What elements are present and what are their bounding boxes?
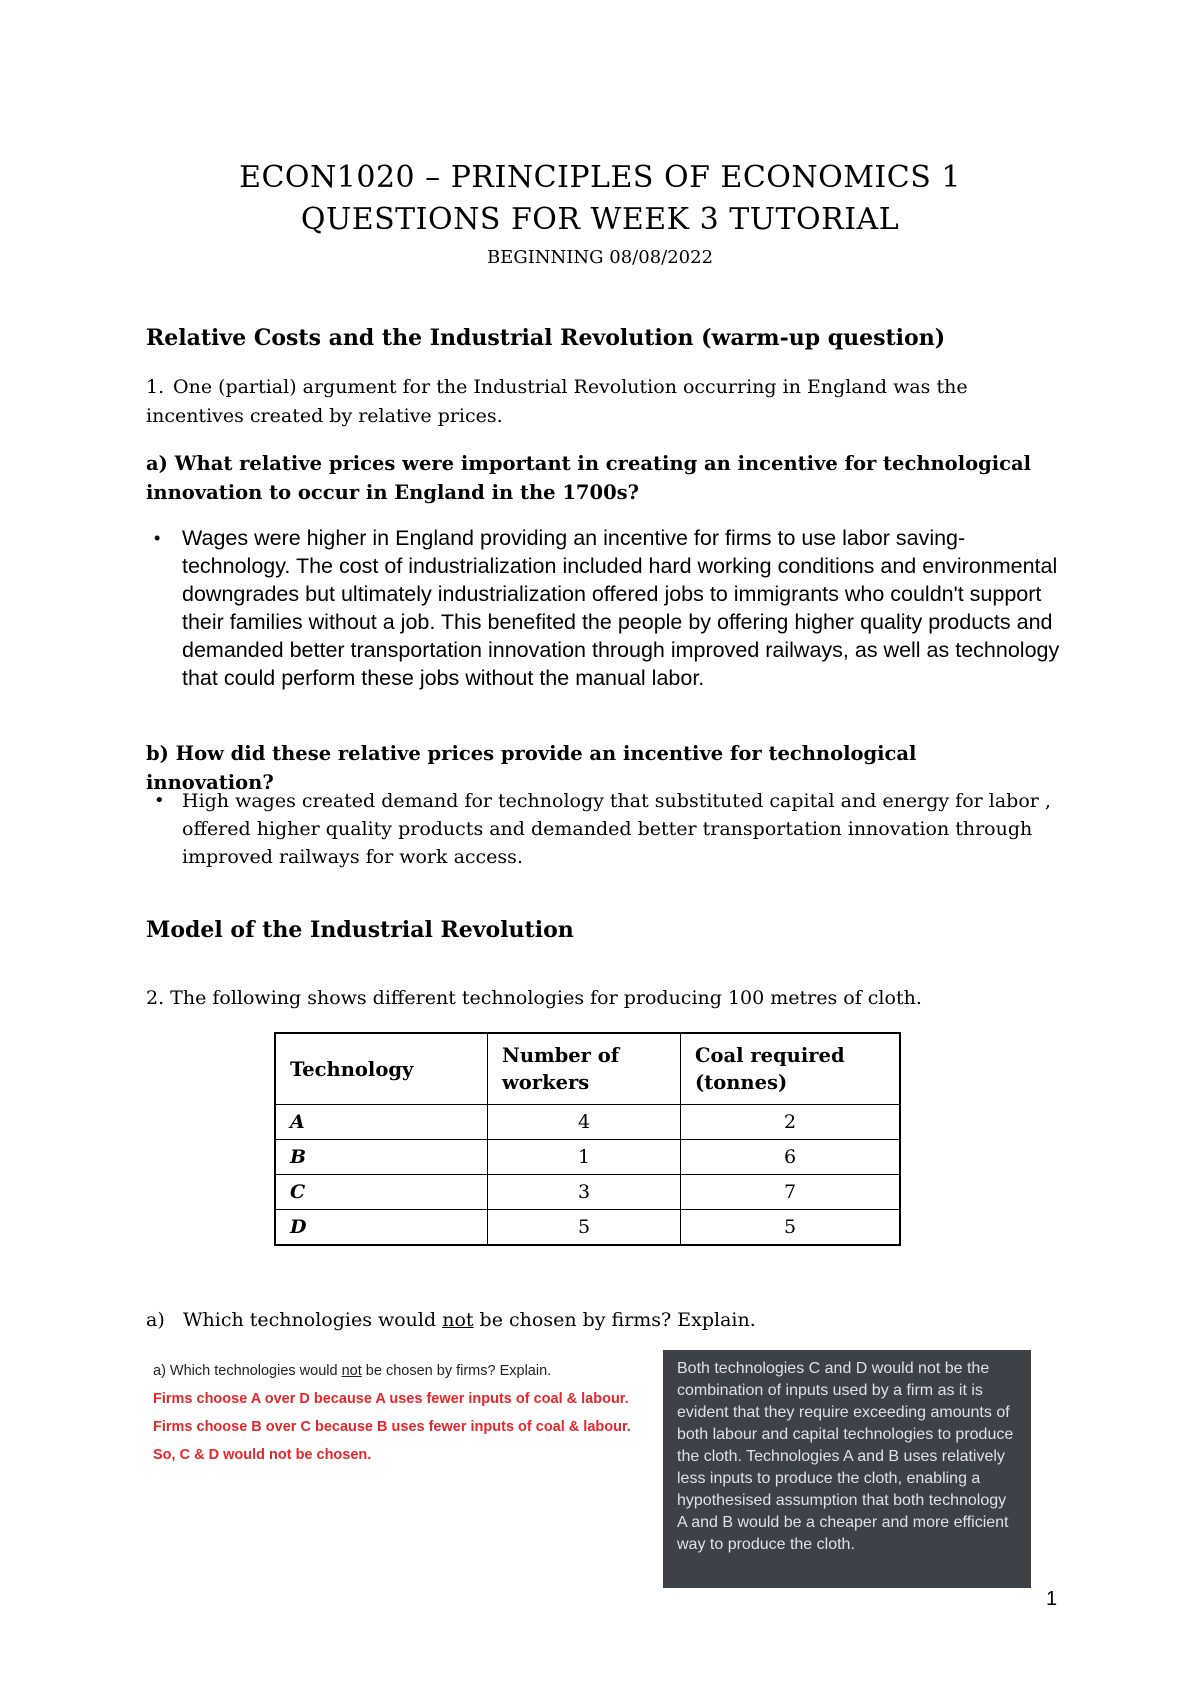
column-header-workers: Number of workers	[488, 1033, 681, 1105]
page-number: 1	[1046, 1588, 1058, 1610]
question2a	[146, 1306, 1046, 1335]
cell-workers: 1	[488, 1140, 681, 1175]
cell-workers: 5	[488, 1210, 681, 1246]
column-header-technology: Technology	[275, 1033, 488, 1105]
column-header-coal: Coal required (tonnes)	[681, 1033, 901, 1105]
question2a-text-not: not	[442, 1309, 474, 1331]
question2a-number: a)	[146, 1309, 165, 1331]
document-title-line1: ECON1020 – PRINCIPLES OF ECONOMICS 1	[239, 160, 961, 195]
embedded-question-line	[153, 1357, 653, 1385]
section2-heading: Model of the Industrial Revolution	[146, 917, 574, 943]
question1-number: 1.	[146, 376, 165, 398]
answer1b-bullet	[146, 787, 1066, 871]
cell-technology: D	[275, 1210, 488, 1246]
question2a-text-pre: Which technologies would	[183, 1309, 443, 1331]
table-header-row	[275, 1033, 900, 1105]
bullet-marker: •	[154, 790, 165, 811]
question1b: b) How did these relative prices provide an incentive for technological innovation?	[146, 742, 917, 794]
cell-technology: C	[275, 1175, 488, 1210]
question1-intro	[146, 373, 1046, 431]
document-subtitle: BEGINNING 08/08/2022	[486, 247, 714, 268]
technology-table	[274, 1032, 901, 1246]
embedded-answer-line3: So, C & D would not be chosen.	[153, 1447, 372, 1463]
embedded-answer-screenshot-left	[153, 1357, 653, 1469]
cell-coal: 6	[681, 1140, 901, 1175]
answer1b-text: High wages created demand for technology that substituted capital and energy for labor , offered higher quality products and demanded better transportation innovation through improved railways for work access.	[182, 790, 1051, 868]
embedded-question-not: not	[341, 1363, 362, 1379]
answer1a-bullet	[146, 524, 1066, 692]
cell-coal: 7	[681, 1175, 901, 1210]
cell-technology: A	[275, 1105, 488, 1140]
section1-heading: Relative Costs and the Industrial Revolution (warm-up question)	[146, 325, 946, 351]
bullet-marker: •	[154, 528, 161, 548]
cell-workers: 3	[488, 1175, 681, 1210]
embedded-answer-line2: Firms choose B over C because B uses fewer inputs of coal & labour.	[153, 1419, 631, 1435]
question2-intro: 2. The following shows different technologies for producing 100 metres of cloth.	[146, 987, 922, 1009]
table-row	[275, 1105, 900, 1140]
embedded-answer-line1: Firms choose A over D because A uses fewer inputs of coal & labour.	[153, 1391, 629, 1407]
document-title-line2: QUESTIONS FOR WEEK 3 TUTORIAL	[300, 202, 900, 237]
embedded-answer-screenshot-right: Both technologies C and D would not be the combination of inputs used by a firm as it is evident that they require exceeding amounts of both labour and capital technologies to produce the cloth. Technologies A and B uses relatively less inputs to produce the cloth, enabling a hypothesised assumption that both technology A and B would be a cheaper and more efficient way to produce the cloth.	[663, 1350, 1031, 1588]
question1-text: One (partial) argument for the Industrial Revolution occurring in England was the incentives created by relative prices.	[146, 376, 968, 427]
embedded-question-pre: a) Which technologies would	[153, 1363, 342, 1379]
table-row	[275, 1140, 900, 1175]
question2a-text-post: be chosen by firms? Explain.	[473, 1309, 756, 1331]
cell-coal: 5	[681, 1210, 901, 1246]
question1a: a) What relative prices were important in creating an incentive for technological innovation to occur in England in the 1700s?	[146, 452, 1032, 504]
answer1a-text: Wages were higher in England providing an incentive for firms to use labor saving-technology. The cost of industrialization included hard working conditions and environmental downgrades but ultimately industrialization offered jobs to immigrants who couldn't support their families without a job. This benefited the people by offering higher quality products and demanded better transportation innovation through improved railways, as well as technology that could perform these jobs without the manual labor.	[182, 526, 1060, 690]
cell-workers: 4	[488, 1105, 681, 1140]
cell-technology: B	[275, 1140, 488, 1175]
table-row	[275, 1175, 900, 1210]
table-row	[275, 1210, 900, 1246]
cell-coal: 2	[681, 1105, 901, 1140]
embedded-question-post: be chosen by firms? Explain.	[361, 1363, 552, 1379]
